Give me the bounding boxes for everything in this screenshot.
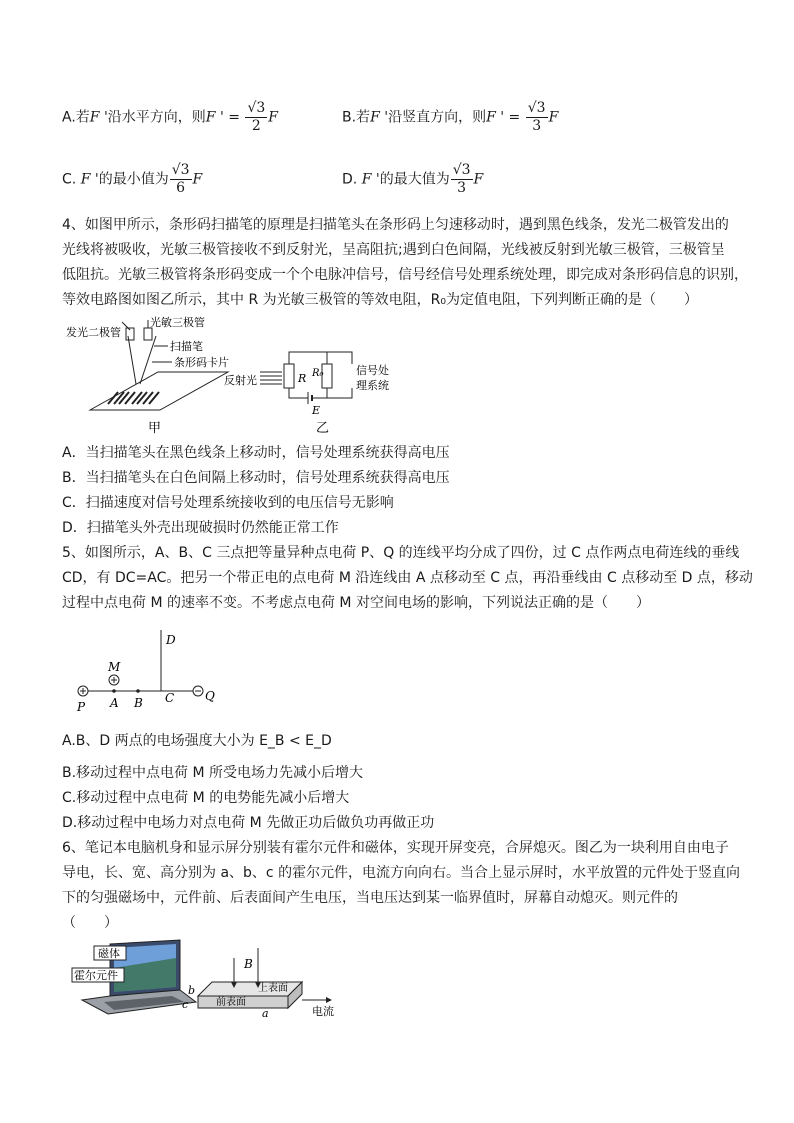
label-c: c [182, 998, 189, 1011]
q3-option-a: A.若F '沿水平方向，则F ' = $\frac{√3}{2}$ F [62, 100, 278, 134]
q4-stem-line: 等效电路图如图乙所示，其中 R 为光敏三极管的等效电阻，R₀为定值电阻，下列判断正确的是（ ） [62, 292, 698, 308]
label-card: 条形码卡片 [174, 356, 229, 369]
label-B: B [244, 957, 253, 971]
label-a: a [262, 1007, 269, 1020]
q4-option: C．扫描速度对信号处理系统接收到的电压信号无影响 [62, 495, 394, 511]
q4-figure [62, 316, 402, 436]
label-R: R [298, 372, 307, 385]
label-magnet: 磁体 [98, 947, 120, 960]
q4-option: B．当扫描笔头在白色间隔上移动时，信号处理系统获得高电压 [62, 470, 450, 486]
label-current: 电流 [312, 1005, 334, 1018]
label-signal-1: 信号处 [356, 364, 389, 377]
label-yi: 乙 [316, 421, 330, 436]
label-b: b [188, 984, 196, 997]
label-signal-2: 理系统 [356, 379, 389, 392]
q4-stem-line: 光线将被吸收，光敏三极管接收不到反射光，呈高阻抗;遇到白色间隔，光线被反射到光敏三极管，三极管呈 [62, 242, 725, 258]
q6-figure [68, 938, 358, 1020]
barcode-card [90, 372, 228, 410]
q5-stem-line: 5、如图所示，A、B、C 三点把等量异种点电荷 P、Q 的连线平均分成了四份，过 C 点作两点电荷连线的垂线 [62, 545, 740, 561]
q5-option: B.移动过程中点电荷 M 所受电场力先减小后增大 [62, 765, 364, 781]
q5-stem-line: 过程中点电荷 M 的速率不变。不考虑点电荷 M 对空间电场的影响，下列说法正确的是（ ） [62, 595, 650, 611]
label-reflect: 反射光 [224, 374, 257, 387]
q6-stem-line: 6、笔记本电脑机身和显示屏分别装有霍尔元件和磁体，实现开屏变亮，合屏熄灭。图乙为一块利用自由电子 [62, 840, 729, 856]
q4-stem-line: 低阻抗。光敏三极管将条形码变成一个个电脉冲信号，信号经信号处理系统处理，即完成对条形码信息的识别， [62, 267, 748, 283]
scan-pen [122, 320, 172, 384]
label-C: C [165, 691, 175, 705]
label-R0: R₀ [312, 368, 324, 379]
label-P: P [77, 700, 86, 714]
label-pen: 扫描笔 [170, 340, 203, 353]
q3-option-d: D. F '的最大值为 $\frac{√3}{3}$ F [342, 162, 484, 196]
q5-option: A.B、D 两点的电场强度大小为 E_B < E_D [62, 733, 332, 749]
q6-stem-line: （ ） [62, 915, 118, 931]
q3-option-c: C. F '的最小值为 $\frac{√3}{6}$ F [62, 162, 203, 196]
label-led: 发光二极管 [66, 326, 121, 339]
circuit-diagram [224, 352, 389, 436]
q5-figure [70, 630, 230, 720]
q5-option: D.移动过程中电场力对点电荷 M 先做正功后做负功再做正功 [62, 815, 435, 831]
q4-option: D．扫描笔头外壳出现破损时仍然能正常工作 [62, 520, 339, 536]
label-top: 上表面 [258, 983, 288, 994]
q5-option: C.移动过程中点电荷 M 的电势能先减小后增大 [62, 790, 350, 806]
fraction: $\frac{√3}{2}$ [247, 100, 266, 134]
fraction: $\frac{√3}{6}$ [171, 162, 190, 196]
q5-stem-line: CD，有 DC=AC。把另一个带正电的点电荷 M 沿连线由 A 点移动至 C 点，再沿垂线由 C 点移动至 D 点，移动 [62, 570, 753, 586]
q3-option-b: B.若F '沿竖直方向，则F ' = $\frac{√3}{3}$ F [342, 100, 559, 134]
label-A: A [110, 696, 119, 710]
q4-option: A．当扫描笔头在黑色线条上移动时，信号处理系统获得高电压 [62, 445, 450, 461]
label-Q: Q [205, 689, 215, 703]
label-jia: 甲 [148, 421, 162, 436]
label-phototransistor: 光敏三极管 [150, 316, 205, 329]
label-M: M [108, 660, 121, 674]
fraction: $\frac{√3}{3}$ [452, 162, 471, 196]
label-E: E [312, 404, 321, 417]
q6-stem-line: 导电，长、宽、高分别为 a、b、c 的霍尔元件，电流方向向右。当合上显示屏时，水平放置的元件处于竖直向 [62, 865, 741, 881]
label-D: D [166, 633, 176, 647]
label-hall: 霍尔元件 [74, 969, 118, 982]
label-front: 前表面 [216, 997, 246, 1008]
q6-stem-line: 下的匀强磁场中，元件前、后表面间产生电压，当电压达到某一临界值时，屏幕自动熄灭。则元件的 [62, 890, 678, 906]
q4-stem-line: 4、如图甲所示，条形码扫描笔的原理是扫描笔头在条形码上匀速移动时，遇到黑色线条，发光二极管发出的 [62, 217, 729, 233]
label-B: B [134, 696, 143, 710]
fraction: $\frac{√3}{3}$ [527, 100, 546, 134]
